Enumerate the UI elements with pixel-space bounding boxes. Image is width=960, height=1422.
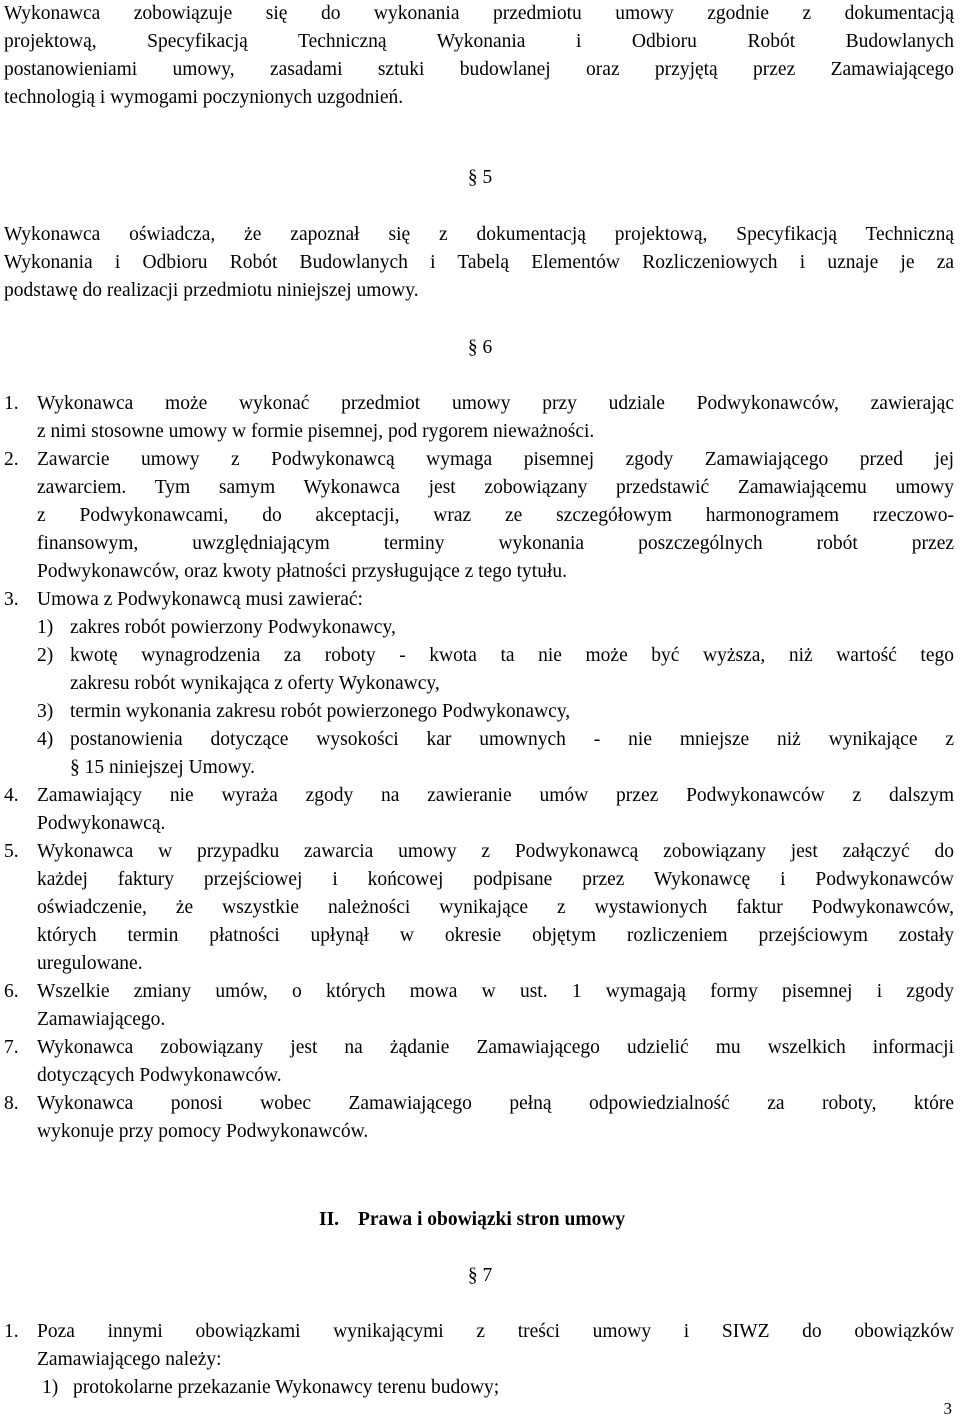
text-line: dotyczących Podwykonawców. bbox=[37, 1065, 282, 1086]
list-item bbox=[4, 586, 954, 614]
item-number: 8. bbox=[4, 1093, 19, 1114]
section-heading-7: § 7 bbox=[467, 1265, 493, 1286]
text-line: postanowieniami umowy, zasadami sztuki budowlanej oraz przyjętą przez Zamawiającego bbox=[4, 59, 954, 80]
chapter-title: Prawa i obowiązki stron umowy bbox=[357, 1209, 626, 1230]
sub-list-item bbox=[37, 726, 954, 782]
list-item bbox=[4, 390, 954, 446]
section-5-paragraph bbox=[4, 221, 954, 305]
sub-item-number: 1) bbox=[37, 617, 54, 638]
text-line: Zamawiającego. bbox=[37, 1009, 166, 1030]
text-line: z nimi stosowne umowy w formie pisemnej, pod rygorem nieważności. bbox=[37, 421, 595, 442]
page-number: 3 bbox=[943, 1399, 952, 1418]
text-line: uregulowane. bbox=[37, 953, 143, 974]
sub-item-number: 2) bbox=[37, 645, 54, 666]
text-line: finansowym, uwzględniającym terminy wykonania poszczególnych robót przez bbox=[37, 533, 954, 554]
sub-item-number: 1) bbox=[42, 1377, 59, 1398]
text-line: Podwykonawcą. bbox=[37, 813, 166, 834]
item-number: 1. bbox=[4, 393, 19, 414]
item-number: 1. bbox=[4, 1321, 19, 1342]
section-heading-6: § 6 bbox=[467, 337, 493, 358]
text-line: wykonuje przy pomocy Podwykonawców. bbox=[37, 1121, 369, 1142]
text-line: Wykonawca zobowiązuje się do wykonania przedmiotu umowy zgodnie z dokumentacją bbox=[4, 3, 954, 24]
text-line: protokolarne przekazanie Wykonawcy terenu budowy; bbox=[73, 1377, 500, 1398]
list-item bbox=[4, 1034, 954, 1090]
text-line: Poza innymi obowiązkami wynikającymi z treści umowy i SIWZ do obowiązków bbox=[37, 1321, 954, 1342]
text-line: Podwykonawców, oraz kwoty płatności przysługujące z tego tytułu. bbox=[37, 561, 567, 582]
text-line: Wszelkie zmiany umów, o których mowa w ust. 1 wymagają formy pisemnej i zgody bbox=[37, 981, 954, 1002]
sub-list-item bbox=[37, 614, 954, 642]
text-line: Wykonawca w przypadku zawarcia umowy z Podwykonawcą zobowiązany jest załączyć do bbox=[37, 841, 954, 862]
item-number: 2. bbox=[4, 449, 19, 470]
sub-item-number: 3) bbox=[37, 701, 54, 722]
list-item bbox=[4, 782, 954, 838]
text-line: kwotę wynagrodzenia za roboty - kwota ta nie może być wyższa, niż wartość tego bbox=[70, 645, 954, 666]
sub-list-item bbox=[42, 1374, 959, 1402]
text-line: Wykonawca oświadcza, że zapoznał się z dokumentacją projektową, Specyfikacją Techniczną bbox=[4, 224, 954, 245]
list-item bbox=[4, 838, 954, 978]
text-line: postanowienia dotyczące wysokości kar umownych - nie mniejsze niż wynikające z bbox=[70, 729, 954, 750]
sub-list-item bbox=[37, 698, 954, 726]
section-heading-5: § 5 bbox=[467, 167, 493, 188]
sub-list-item bbox=[37, 642, 954, 698]
text-line: z Podwykonawcami, do akceptacji, wraz ze szczegółowym harmonogramem rzeczowo- bbox=[37, 505, 954, 526]
item-number: 6. bbox=[4, 981, 19, 1002]
list-item bbox=[4, 446, 954, 586]
item-number: 3. bbox=[4, 589, 19, 610]
text-line: których termin płatności upłynął w okresie objętym rozliczeniem przejściowym zostały bbox=[37, 925, 954, 946]
list-item bbox=[4, 978, 954, 1034]
text-line: termin wykonania zakresu robót powierzonego Podwykonawcy, bbox=[70, 701, 571, 722]
list-item bbox=[4, 1090, 954, 1146]
text-line: § 15 niniejszej Umowy. bbox=[70, 757, 256, 778]
item-number: 5. bbox=[4, 841, 19, 862]
text-line: zakres robót powierzony Podwykonawcy, bbox=[70, 617, 396, 638]
text-line: zawarciem. Tym samym Wykonawca jest zobowiązany przedstawić Zamawiającemu umowy bbox=[37, 477, 954, 498]
text-line: Wykonawca ponosi wobec Zamawiającego pełną odpowiedzialność za roboty, które bbox=[37, 1093, 954, 1114]
text-line: oświadczenie, że wszystkie należności wynikające z wystawionych faktur Podwykonawców, bbox=[37, 897, 954, 918]
chapter-heading bbox=[319, 1206, 625, 1234]
text-line: zakresu robót wynikająca z oferty Wykonawcy, bbox=[70, 673, 440, 694]
intro-paragraph bbox=[4, 0, 954, 112]
item-number: 7. bbox=[4, 1037, 19, 1058]
text-line: Zawarcie umowy z Podwykonawcą wymaga pisemnej zgody Zamawiającego przed jej bbox=[37, 449, 954, 470]
text-line: Wykonawca może wykonać przedmiot umowy przy udziale Podwykonawców, zawierając bbox=[37, 393, 954, 414]
text-line: każdej faktury przejściowej i końcowej podpisane przez Wykonawcę i Podwykonawców bbox=[37, 869, 954, 890]
text-line: projektową, Specyfikacją Techniczną Wykonania i Odbioru Robót Budowlanych bbox=[4, 31, 954, 52]
sub-item-number: 4) bbox=[37, 729, 54, 750]
list-item bbox=[4, 1318, 954, 1374]
text-line: Wykonawca zobowiązany jest na żądanie Zamawiającego udzielić mu wszelkich informacji bbox=[37, 1037, 954, 1058]
text-line: Zamawiający nie wyraża zgody na zawieranie umów przez Podwykonawców z dalszym bbox=[37, 785, 954, 806]
text-line: Wykonania i Odbioru Robót Budowlanych i Tabelą Elementów Rozliczeniowych i uznaje je za bbox=[4, 252, 954, 273]
text-line: podstawę do realizacji przedmiotu niniejszej umowy. bbox=[4, 280, 419, 301]
text-line: Umowa z Podwykonawcą musi zawierać: bbox=[37, 589, 363, 610]
text-line: Zamawiającego należy: bbox=[37, 1349, 222, 1370]
item-number: 4. bbox=[4, 785, 19, 806]
text-line: technologią i wymogami poczynionych uzgodnień. bbox=[4, 87, 404, 108]
chapter-number: II. bbox=[319, 1209, 340, 1230]
